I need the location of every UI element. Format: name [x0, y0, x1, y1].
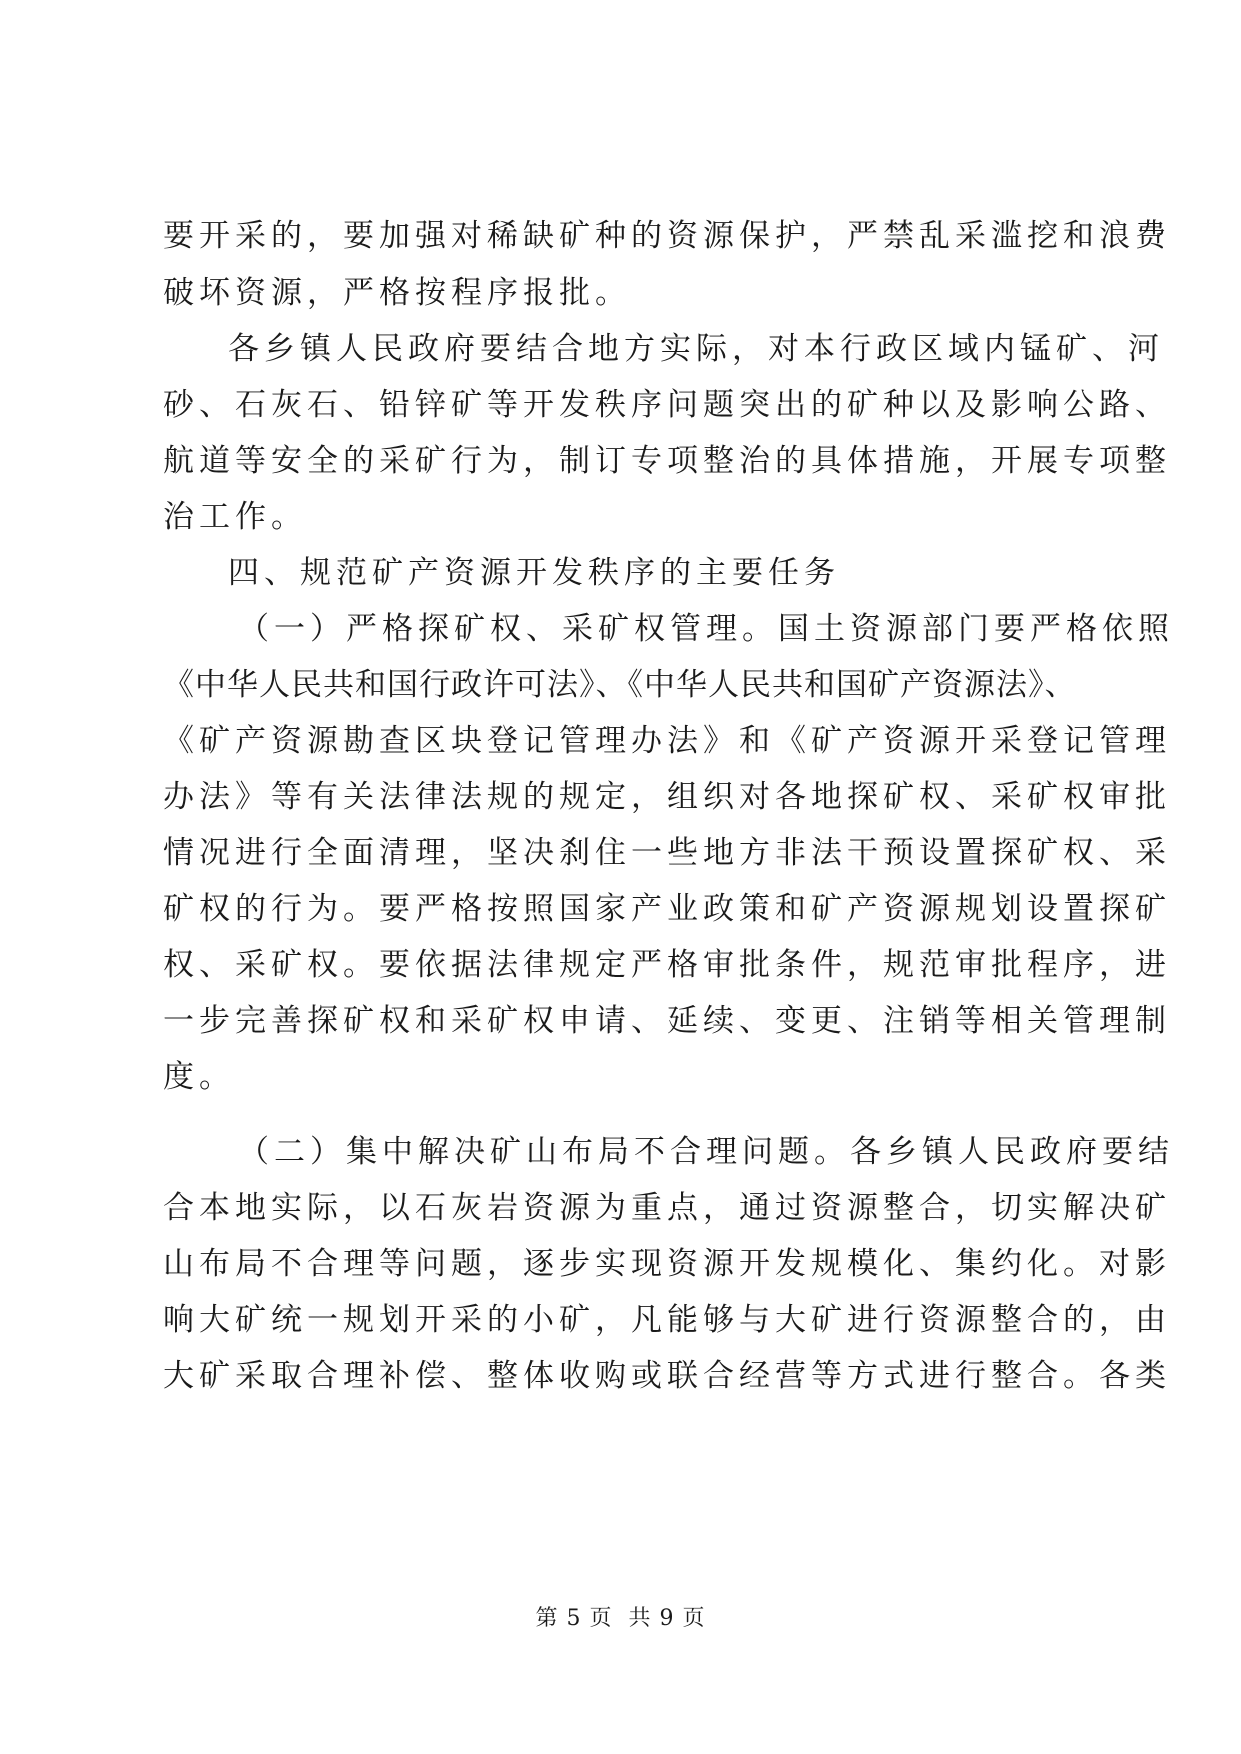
text-line: 度。 — [163, 1059, 235, 1095]
text-line: （二）集中解决矿山布局不合理问题。各乡镇人民政府要结 — [238, 1134, 1174, 1170]
text-line: 《中华人民共和国行政许可法》、《中华人民共和国矿产资源法》、 — [163, 667, 1077, 703]
text-line: 山布局不合理等问题，逐步实现资源开发规模化、集约化。对影 — [163, 1246, 1171, 1282]
text-line: 矿权的行为。要严格按照国家产业政策和矿产资源规划设置探矿 — [163, 891, 1171, 927]
text-line: 权、采矿权。要依据法律规定严格审批条件，规范审批程序，进 — [163, 947, 1171, 983]
text-line: 合本地实际，以石灰岩资源为重点，通过资源整合，切实解决矿 — [163, 1190, 1171, 1226]
text-line: 破坏资源，严格按程序报批。 — [163, 275, 631, 311]
text-line: 响大矿统一规划开采的小矿，凡能够与大矿进行资源整合的，由 — [163, 1302, 1171, 1338]
text-line: 各乡镇人民政府要结合地方实际，对本行政区域内锰矿、河 — [228, 331, 1164, 367]
text-line: 一步完善探矿权和采矿权申请、延续、变更、注销等相关管理制 — [163, 1003, 1171, 1039]
text-line: 情况进行全面清理，坚决刹住一些地方非法干预设置探矿权、采 — [163, 835, 1171, 871]
page-number-footer: 第 5 页 共 9 页 — [535, 1606, 706, 1631]
text-line: 《矿产资源勘查区块登记管理办法》和《矿产资源开采登记管理 — [163, 723, 1171, 759]
text-line: 大矿采取合理补偿、整体收购或联合经营等方式进行整合。各类 — [163, 1358, 1171, 1394]
text-line: 治工作。 — [163, 499, 307, 535]
section-heading: 四、规范矿产资源开发秩序的主要任务 — [228, 555, 840, 591]
text-line: 航道等安全的采矿行为，制订专项整治的具体措施，开展专项整 — [163, 443, 1171, 479]
text-line: 要开采的，要加强对稀缺矿种的资源保护，严禁乱采滥挖和浪费 — [163, 218, 1171, 254]
text-line: 办法》等有关法律法规的规定，组织对各地探矿权、采矿权审批 — [163, 779, 1171, 815]
text-line: 砂、石灰石、铅锌矿等开发秩序问题突出的矿种以及影响公路、 — [163, 387, 1171, 423]
text-line: （一）严格探矿权、采矿权管理。国土资源部门要严格依照 — [238, 611, 1174, 647]
